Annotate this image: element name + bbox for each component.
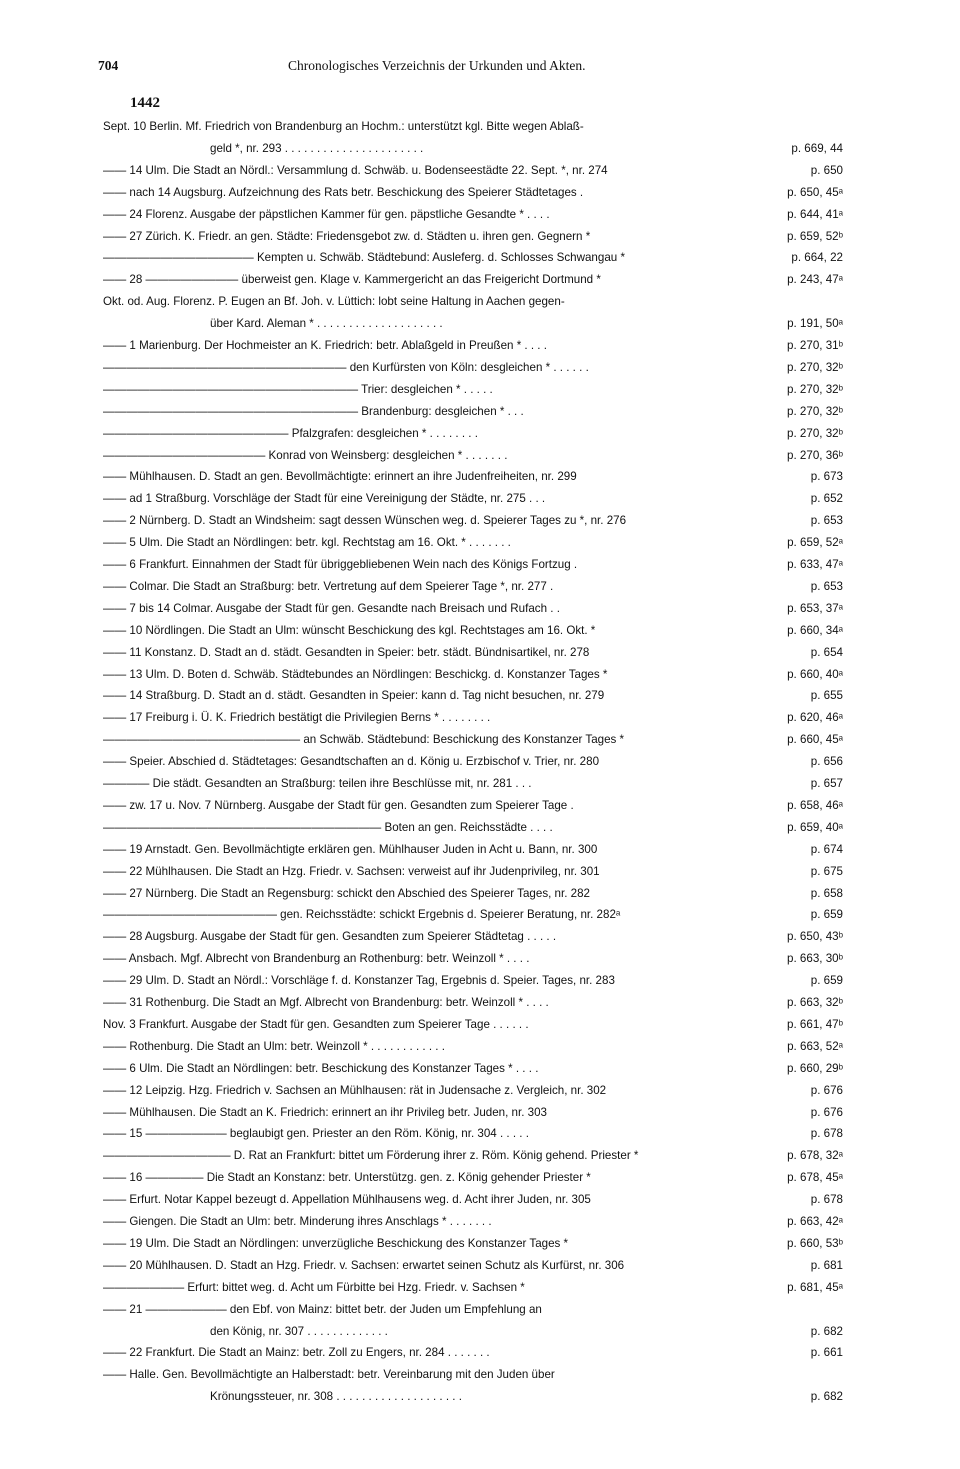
list-item xyxy=(103,293,843,311)
entry-text: —— 27 Zürich. K. Friedr. an gen. Städte: Friedensgebot zw. d. Städten u. ihren gen. Gegnern * xyxy=(103,230,591,243)
entry-text: —— 29 Ulm. D. Stadt an Nördl.: Vorschläge f. d. Konstanzer Tag, Ergebnis d. Speier. Tages, nr. 283 xyxy=(103,974,615,987)
entry-text: Sept. 10 Berlin. Mf. Friedrich von Brandenburg an Hochm.: unterstützt kgl. Bitte wegen Ablaß- xyxy=(103,120,584,133)
entry-text: geld *, nr. 293 . . . . . . . . . . . . . . . . . . . . . . xyxy=(210,142,424,155)
list-item xyxy=(103,600,843,618)
list-item xyxy=(103,1060,843,1078)
entry-text: —— Rothenburg. Die Stadt an Ulm: betr. Weinzoll * . . . . . . . . . . . . xyxy=(103,1040,445,1053)
entry-text: —— 11 Konstanz. D. Stadt an d. städt. Gesandten in Speier: betr. städt. Bündnisartikel, nr. 278 xyxy=(103,646,590,659)
entry-text: —— 16 ————— Die Stadt an Konstanz: betr. Unterstützg. gen. z. König gehender Priester * xyxy=(103,1171,591,1184)
entry-page-ref: p. 270, 32ᵇ xyxy=(784,359,843,377)
entry-page-ref: p. 659, 40ᵃ xyxy=(784,819,843,837)
list-item xyxy=(103,1213,843,1231)
entry-page-ref: p. 658 xyxy=(808,885,843,903)
entry-page-ref: p. 660, 40ᵃ xyxy=(784,666,843,684)
entry-text: ——————————————— gen. Reichsstädte: schickt Ergebnis d. Speierer Beratung, nr. 282ᵃ xyxy=(103,908,621,921)
entry-page-ref: p. 663, 30ᵇ xyxy=(784,950,843,968)
entry-page-ref: p. 620, 46ᵃ xyxy=(784,709,843,727)
entry-page-ref: p. 664, 22 xyxy=(788,249,843,267)
list-item xyxy=(103,797,843,815)
list-item xyxy=(103,622,843,640)
entry-page-ref: p. 669, 44 xyxy=(788,140,843,158)
entry-text: —— 2 Nürnberg. D. Stadt an Windsheim: sagt dessen Wünschen weg. d. Speierer Tages zu *, nr. 276 xyxy=(103,514,627,527)
entry-text: —— Erfurt. Notar Kappel bezeugt d. Appellation Mühlhausens weg. d. Acht ihrer Juden, nr. 305 xyxy=(103,1193,591,1206)
list-item xyxy=(103,1147,843,1165)
entry-page-ref: p. 654 xyxy=(808,644,843,662)
list-item xyxy=(103,819,843,837)
entry-text: —— 15 ——————— beglaubigt gen. Priester an den Röm. König, nr. 304 . . . . . xyxy=(103,1127,529,1140)
entry-text: —— 10 Nördlingen. Die Stadt an Ulm: wünscht Beschickung des kgl. Rechtstages am 16. Okt. * xyxy=(103,624,596,637)
entry-text: —— 6 Frankfurt. Einnahmen der Stadt für übriggebliebenen Wein nach des Königs Fortzug . xyxy=(103,558,578,571)
entry-page-ref: p. 659, 52ᵇ xyxy=(784,228,843,246)
list-item xyxy=(103,1016,843,1034)
entry-text: —— 22 Frankfurt. Die Stadt an Mainz: betr. Zoll zu Engers, nr. 284 . . . . . . . xyxy=(103,1346,490,1359)
entry-text: —— 31 Rothenburg. Die Stadt an Mgf. Albrecht von Brandenburg: betr. Weinzoll * . . . . xyxy=(103,996,549,1009)
list-item xyxy=(103,140,843,158)
list-item xyxy=(103,206,843,224)
entry-text: ———— Die städt. Gesandten an Straßburg: teilen ihre Beschlüsse mit, nr. 281 . . . xyxy=(103,777,532,790)
list-item xyxy=(103,731,843,749)
entry-page-ref: p. 678 xyxy=(808,1191,843,1209)
entry-page-ref: p. 270, 32ᵇ xyxy=(784,425,843,443)
entry-text: —— 6 Ulm. Die Stadt an Nördlingen: betr. Beschickung des Konstanzer Tages * . . . . xyxy=(103,1062,539,1075)
list-item xyxy=(103,775,843,793)
entry-text: —— 1 Marienburg. Der Hochmeister an K. Friedrich: betr. Ablaßgeld in Preußen * . . . . xyxy=(103,339,547,352)
entry-page-ref: p. 659, 52ᵃ xyxy=(784,534,843,552)
entry-text: den König, nr. 307 . . . . . . . . . . . . . xyxy=(210,1325,388,1338)
entry-page-ref: p. 650 xyxy=(808,162,843,180)
entry-page-ref: p. 652 xyxy=(808,490,843,508)
list-item xyxy=(103,578,843,596)
list-item xyxy=(103,644,843,662)
list-item xyxy=(103,1235,843,1253)
entry-page-ref: p. 682 xyxy=(808,1323,843,1341)
entry-page-ref: p. 678, 45ᵃ xyxy=(784,1169,843,1187)
entry-text: —————————————— Konrad von Weinsberg: desgleichen * . . . . . . . xyxy=(103,449,508,462)
entry-text: —— 19 Ulm. Die Stadt an Nördlingen: unverzügliche Beschickung des Konstanzer Tages * xyxy=(103,1237,569,1250)
list-item xyxy=(103,403,843,421)
entry-text: ———————————————— Pfalzgrafen: desgleichen * . . . . . . . . xyxy=(103,427,478,440)
entry-page-ref: p. 243, 47ᵃ xyxy=(784,271,843,289)
entry-page-ref: p. 674 xyxy=(808,841,843,859)
entry-page-ref: p. 676 xyxy=(808,1082,843,1100)
list-item xyxy=(103,315,843,333)
list-item xyxy=(103,512,843,530)
entry-page-ref: p. 659 xyxy=(808,906,843,924)
entry-text: ————————————————————— den Kurfürsten von Köln: desgleichen * . . . . . . xyxy=(103,361,589,374)
entry-page-ref: p. 663, 42ᵃ xyxy=(784,1213,843,1231)
entry-text: —— Speier. Abschied d. Städtetages: Gesandtschaften an d. König u. Erzbischof v. Trier, nr. 280 xyxy=(103,755,600,768)
entry-page-ref: p. 270, 32ᵇ xyxy=(784,381,843,399)
list-item xyxy=(103,468,843,486)
entry-page-ref: p. 678, 32ᵃ xyxy=(784,1147,843,1165)
entry-page-ref: p. 658, 46ᵃ xyxy=(784,797,843,815)
list-item xyxy=(103,928,843,946)
list-item xyxy=(103,337,843,355)
list-item xyxy=(103,1388,843,1406)
entry-text: —————————————————————— Brandenburg: desgleichen * . . . xyxy=(103,405,524,418)
list-item xyxy=(103,1082,843,1100)
entry-page-ref: p. 270, 31ᵇ xyxy=(784,337,843,355)
entry-text: —— 22 Mühlhausen. Die Stadt an Hzg. Friedr. v. Sachsen: verweist auf ihr Judenprivileg, nr. 301 xyxy=(103,865,600,878)
page-number: 704 xyxy=(98,58,119,73)
entry-page-ref: p. 681, 45ᵃ xyxy=(784,1279,843,1297)
entry-text: —— Mühlhausen. Die Stadt an K. Friedrich: erinnert an ihr Privileg betr. Juden, nr. 303 xyxy=(103,1106,548,1119)
entry-page-ref: p. 660, 45ᵃ xyxy=(784,731,843,749)
list-item xyxy=(103,1366,843,1384)
entry-page-ref: p. 675 xyxy=(808,863,843,881)
entry-page-ref: p. 653, 37ᵃ xyxy=(784,600,843,618)
list-item xyxy=(103,1344,843,1362)
entry-text: —— 14 Straßburg. D. Stadt an d. städt. Gesandten in Speier: kann d. Tag nicht besuchen, nr. 279 xyxy=(103,689,605,702)
entry-page-ref: p. 673 xyxy=(808,468,843,486)
list-item xyxy=(103,425,843,443)
list-item xyxy=(103,753,843,771)
list-item xyxy=(103,863,843,881)
entry-page-ref: p. 661, 47ᵇ xyxy=(784,1016,843,1034)
entry-page-ref: p. 633, 47ᵃ xyxy=(784,556,843,574)
list-item xyxy=(103,972,843,990)
list-item xyxy=(103,666,843,684)
list-item xyxy=(103,1301,843,1319)
entry-text: —— 19 Arnstadt. Gen. Bevollmächtigte erklären gen. Mühlhauser Juden in Acht u. Bann, nr. 300 xyxy=(103,843,598,856)
entry-page-ref: p. 660, 29ᵇ xyxy=(784,1060,843,1078)
entry-text: —— zw. 17 u. Nov. 7 Nürnberg. Ausgabe der Stadt für gen. Gesandten zum Speierer Tage . xyxy=(103,799,574,812)
entry-text: ————————————— Kempten u. Schwäb. Städtebund: Ausleferg. d. Schlosses Schwangau * xyxy=(103,251,625,264)
entry-page-ref: p. 270, 36ᵇ xyxy=(784,447,843,465)
entry-text: —— 14 Ulm. Die Stadt an Nördl.: Versammlung d. Schwäb. u. Bodenseestädte 22. Sept. *, nr. 274 xyxy=(103,164,608,177)
list-item xyxy=(103,490,843,508)
entry-text: ——————————— D. Rat an Frankfurt: bittet um Förderung ihrer z. Röm. König gehend. Priester * xyxy=(103,1149,639,1162)
list-item xyxy=(103,1323,843,1341)
entry-text: —————————————————————— Trier: desgleichen * . . . . . xyxy=(103,383,493,396)
entry-page-ref: p. 661 xyxy=(808,1344,843,1362)
entry-text: ———————————————————————— Boten an gen. Reichsstädte . . . . xyxy=(103,821,553,834)
list-item xyxy=(103,556,843,574)
list-item xyxy=(103,841,843,859)
list-item xyxy=(103,1257,843,1275)
entry-text: —— Colmar. Die Stadt an Straßburg: betr. Vertretung auf dem Speierer Tage *, nr. 277 . xyxy=(103,580,554,593)
entry-page-ref: p. 653 xyxy=(808,578,843,596)
entry-text: —— Giengen. Die Stadt an Ulm: betr. Minderung ihres Anschlags * . . . . . . . xyxy=(103,1215,492,1228)
entry-page-ref: p. 682 xyxy=(808,1388,843,1406)
entry-text: —— 17 Freiburg i. Ü. K. Friedrich bestätigt die Privilegien Berns * . . . . . . . . xyxy=(103,711,491,724)
entry-page-ref: p. 655 xyxy=(808,687,843,705)
entry-text: Nov. 3 Frankfurt. Ausgabe der Stadt für gen. Gesandten zum Speierer Tage . . . . . . xyxy=(103,1018,529,1031)
list-item xyxy=(103,950,843,968)
entry-text: —— 13 Ulm. D. Boten d. Schwäb. Städtebundes an Nördlingen: Beschickg. d. Konstanzer Tages * xyxy=(103,668,608,681)
list-item xyxy=(103,184,843,202)
list-item xyxy=(103,447,843,465)
list-item xyxy=(103,249,843,267)
entry-text: —— 28 Augsburg. Ausgabe der Stadt für gen. Gesandten zum Speierer Städtetag . . . . . xyxy=(103,930,557,943)
list-item xyxy=(103,359,843,377)
list-item xyxy=(103,994,843,1012)
entry-text: —— 20 Mühlhausen. D. Stadt an Hzg. Friedr. v. Sachsen: erwartet seinen Schutz als Kurfürst, nr. 306 xyxy=(103,1259,625,1272)
entry-text: Krönungssteuer, nr. 308 . . . . . . . . . . . . . . . . . . . . xyxy=(210,1390,462,1403)
list-item xyxy=(103,118,843,136)
entry-page-ref: p. 678 xyxy=(808,1125,843,1143)
entry-text: —— 7 bis 14 Colmar. Ausgabe der Stadt für gen. Gesandte nach Breisach und Rufach . . xyxy=(103,602,560,615)
entry-text: —— 12 Leipzig. Hzg. Friedrich v. Sachsen an Mühlhausen: rät in Judensache z. Vergleich, nr. 302 xyxy=(103,1084,607,1097)
entry-text: —— Ansbach. Mgf. Albrecht von Brandenburg an Rothenburg: betr. Weinzoll * . . . . xyxy=(103,952,530,965)
entry-text: —— Halle. Gen. Bevollmächtigte an Halberstadt: betr. Vereinbarung mit den Juden über xyxy=(103,1368,555,1381)
entry-page-ref: p. 191, 50ᵃ xyxy=(784,315,843,333)
list-item xyxy=(103,228,843,246)
entry-page-ref: p. 663, 52ᵃ xyxy=(784,1038,843,1056)
entry-page-ref: p. 653 xyxy=(808,512,843,530)
list-item xyxy=(103,534,843,552)
entry-page-ref: p. 681 xyxy=(808,1257,843,1275)
list-item xyxy=(103,1279,843,1297)
list-item xyxy=(103,381,843,399)
list-item xyxy=(103,1104,843,1122)
entry-text: ——————— Erfurt: bittet weg. d. Acht um Fürbitte bei Hzg. Friedr. v. Sachsen * xyxy=(103,1281,525,1294)
entry-text: —— 24 Florenz. Ausgabe der päpstlichen Kammer für gen. päpstliche Gesandte * . . . . xyxy=(103,208,550,221)
running-title: Chronologisches Verzeichnis der Urkunden und Akten. xyxy=(288,58,586,73)
year-heading: 1442 xyxy=(130,95,160,111)
list-item xyxy=(103,687,843,705)
entry-text: Okt. od. Aug. Florenz. P. Eugen an Bf. Joh. v. Lüttich: lobt seine Haltung in Aachen gegen- xyxy=(103,295,565,308)
entry-page-ref: p. 650, 45ᵃ xyxy=(784,184,843,202)
list-item xyxy=(103,1125,843,1143)
entry-text: —— 27 Nürnberg. Die Stadt an Regensburg: schickt den Abschied des Speierer Tages, nr. 282 xyxy=(103,887,591,900)
list-item xyxy=(103,1038,843,1056)
entry-page-ref: p. 270, 32ᵇ xyxy=(784,403,843,421)
list-item xyxy=(103,906,843,924)
entry-page-ref: p. 660, 53ᵇ xyxy=(784,1235,843,1253)
entry-page-ref: p. 657 xyxy=(808,775,843,793)
entry-page-ref: p. 656 xyxy=(808,753,843,771)
entry-page-ref: p. 659 xyxy=(808,972,843,990)
list-item xyxy=(103,1169,843,1187)
list-item xyxy=(103,271,843,289)
list-item xyxy=(103,709,843,727)
list-item xyxy=(103,885,843,903)
entry-text: —— 5 Ulm. Die Stadt an Nördlingen: betr. kgl. Rechtstag am 16. Okt. * . . . . . . . xyxy=(103,536,511,549)
entry-text: über Kard. Aleman * . . . . . . . . . . . . . . . . . . . . xyxy=(210,317,443,330)
entry-page-ref: p. 676 xyxy=(808,1104,843,1122)
entry-text: —— nach 14 Augsburg. Aufzeichnung des Rats betr. Beschickung des Speierer Städtetages . xyxy=(103,186,584,199)
entry-page-ref: p. 644, 41ᵃ xyxy=(784,206,843,224)
entry-text: —— 21 ——————— den Ebf. von Mainz: bittet betr. der Juden um Empfehlung an xyxy=(103,1303,542,1316)
list-item xyxy=(103,162,843,180)
entry-page-ref: p. 663, 32ᵇ xyxy=(784,994,843,1012)
entry-text: —— 28 ———————— überweist gen. Klage v. Kammergericht an das Freigericht Dortmund * xyxy=(103,273,601,286)
entry-text: —— ad 1 Straßburg. Vorschläge der Stadt für eine Vereinigung der Städte, nr. 275 . . . xyxy=(103,492,546,505)
list-item xyxy=(103,1191,843,1209)
entry-text: ————————————————— an Schwäb. Städtebund: Beschickung des Konstanzer Tages * xyxy=(103,733,625,746)
entry-page-ref: p. 650, 43ᵇ xyxy=(784,928,843,946)
entry-text: —— Mühlhausen. D. Stadt an gen. Bevollmächtigte: erinnert an ihre Judenfreiheiten, nr. 299 xyxy=(103,470,577,483)
entry-page-ref: p. 660, 34ᵃ xyxy=(784,622,843,640)
